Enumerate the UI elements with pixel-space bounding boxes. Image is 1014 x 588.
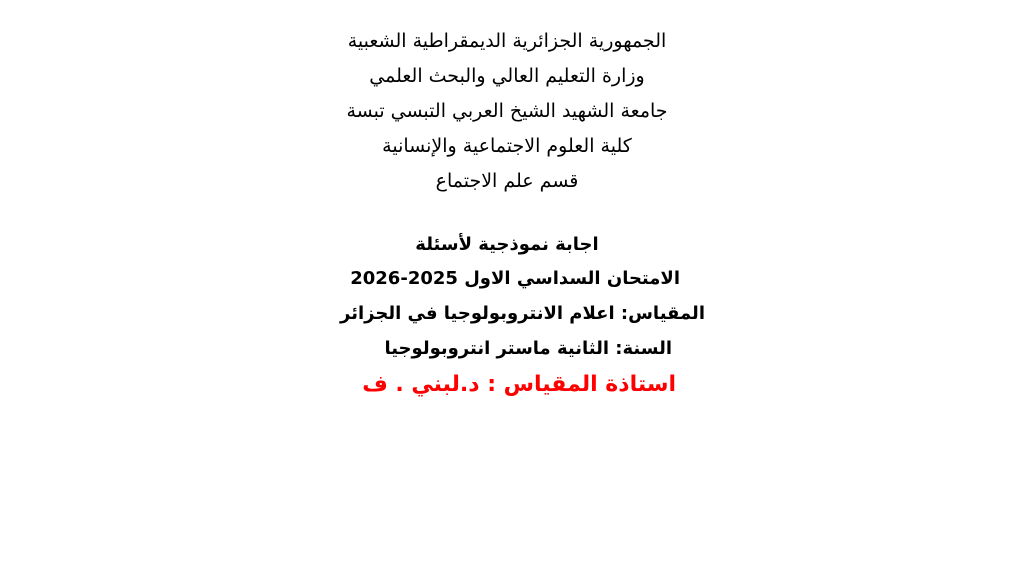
faculty-name: كلية العلوم الاجتماعية والإنسانية [382, 135, 632, 157]
university-name: جامعة الشهيد الشيخ العربي التبسي تبسة [346, 100, 668, 122]
department-name: قسم علم الاجتماع [435, 170, 579, 192]
exam-session: الامتحان السداسي الاول 2025-2026 [350, 268, 680, 289]
exam-professor: استاذة المقياس : د.لبني . ف [362, 372, 676, 397]
country-name: الجمهورية الجزائرية الديمقراطية الشعبية [347, 30, 667, 52]
exam-subject: المقياس: اعلام الانتروبولوجيا في الجزائر [340, 303, 705, 324]
exam-level: السنة: الثانية ماستر انتروبولوجيا [384, 338, 672, 359]
ministry-name: وزارة التعليم العالي والبحث العلمي [369, 65, 645, 87]
exam-title: اجابة نموذجية لأسئلة [415, 234, 599, 255]
